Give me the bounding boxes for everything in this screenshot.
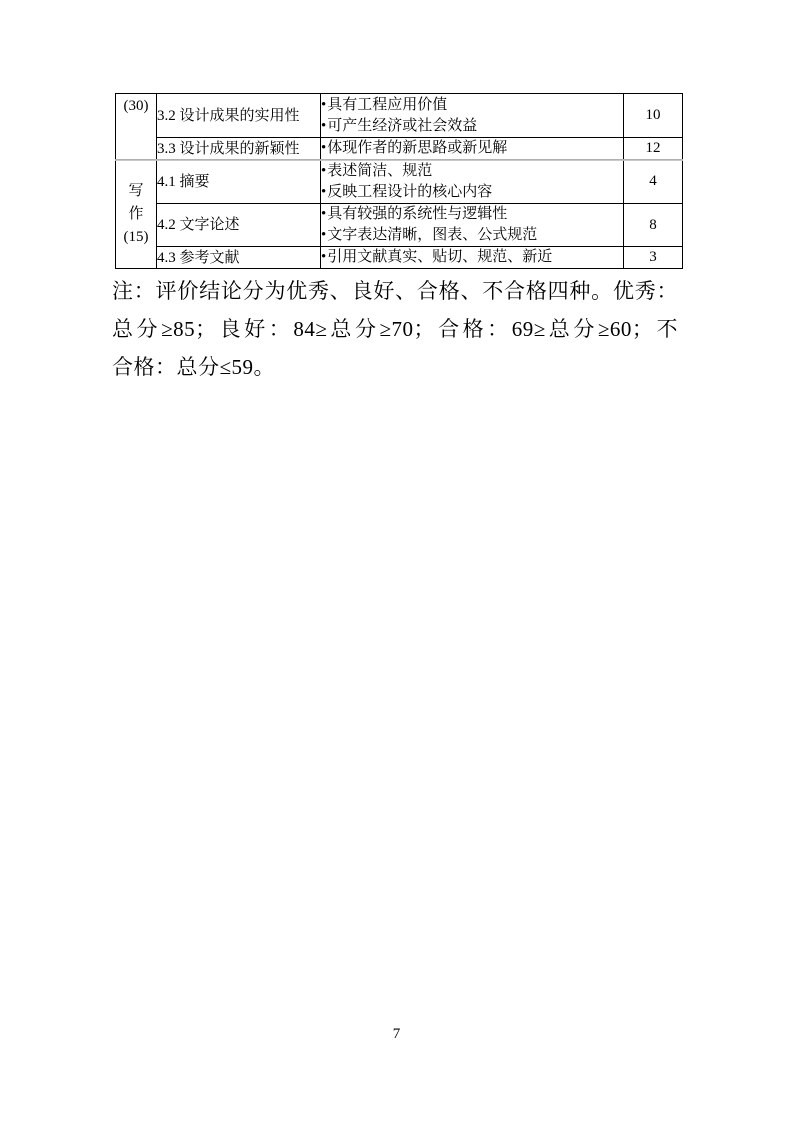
point-line <box>321 95 623 116</box>
category-line: (15) <box>123 228 149 245</box>
point-text: 具有较强的系统性与逻辑性 <box>327 206 508 222</box>
category-line: 写 <box>128 182 144 199</box>
score-cell: 12 <box>624 138 683 160</box>
point-line <box>321 116 623 137</box>
point-text: 文字表达清晰，图表、公式规范 <box>327 227 538 243</box>
points-cell <box>321 247 624 269</box>
score-cell: 3 <box>624 247 683 269</box>
score-cell: 8 <box>624 204 683 247</box>
bullet-icon: • <box>321 117 327 134</box>
table-row <box>116 94 683 138</box>
point-line <box>321 182 623 203</box>
points-cell <box>321 138 624 160</box>
evaluation-table <box>115 93 683 269</box>
evaluation-table-body <box>116 94 683 269</box>
bullet-icon: • <box>321 183 327 200</box>
table-row <box>116 138 683 160</box>
note-line: 总分≥85；良好：84≥总分≥70；合格：69≥总分≥60；不 <box>112 317 678 341</box>
points-cell <box>321 160 624 204</box>
bullet-icon: • <box>321 140 327 156</box>
category-line: 作 <box>128 205 144 222</box>
table-row <box>116 204 683 247</box>
bullet-icon: • <box>321 206 327 222</box>
point-line <box>321 225 623 246</box>
point-line <box>321 204 623 225</box>
category-line: (30) <box>123 98 149 114</box>
point-line <box>321 247 623 268</box>
point-text: 引用文献真实、贴切、规范、新近 <box>327 249 553 265</box>
score-cell: 10 <box>624 94 683 138</box>
point-text: 反映工程设计的核心内容 <box>327 183 493 200</box>
bullet-icon: • <box>321 249 327 265</box>
note-line: 合格：总分≤59。 <box>112 355 276 379</box>
points-cell <box>321 204 624 247</box>
table-section-divider-band <box>115 159 683 161</box>
category-cell <box>116 160 157 269</box>
point-line <box>321 138 623 159</box>
criterion-cell: 4.1 摘要 <box>157 160 321 204</box>
grading-note <box>112 272 678 386</box>
page-number: 7 <box>392 1026 401 1042</box>
criterion-cell: 3.3 设计成果的新颖性 <box>157 138 321 160</box>
criterion-cell: 4.2 文字论述 <box>157 204 321 247</box>
bullet-icon: • <box>321 162 327 179</box>
bullet-icon: • <box>321 96 327 113</box>
score-cell: 4 <box>624 160 683 204</box>
points-cell <box>321 94 624 138</box>
point-text: 具有工程应用价值 <box>327 96 448 113</box>
point-line <box>321 161 623 182</box>
bullet-icon: • <box>321 227 327 243</box>
table-row <box>116 160 683 204</box>
table-row <box>116 247 683 269</box>
note-line: 注：评价结论分为优秀、良好、合格、不合格四种。优秀： <box>112 279 678 303</box>
point-text: 体现作者的新思路或新见解 <box>327 140 508 156</box>
point-text: 可产生经济或社会效益 <box>327 117 478 134</box>
criterion-cell: 3.2 设计成果的实用性 <box>157 94 321 138</box>
criterion-cell: 4.3 参考文献 <box>157 247 321 269</box>
point-text: 表述简洁、规范 <box>327 162 433 179</box>
category-cell <box>116 94 157 160</box>
